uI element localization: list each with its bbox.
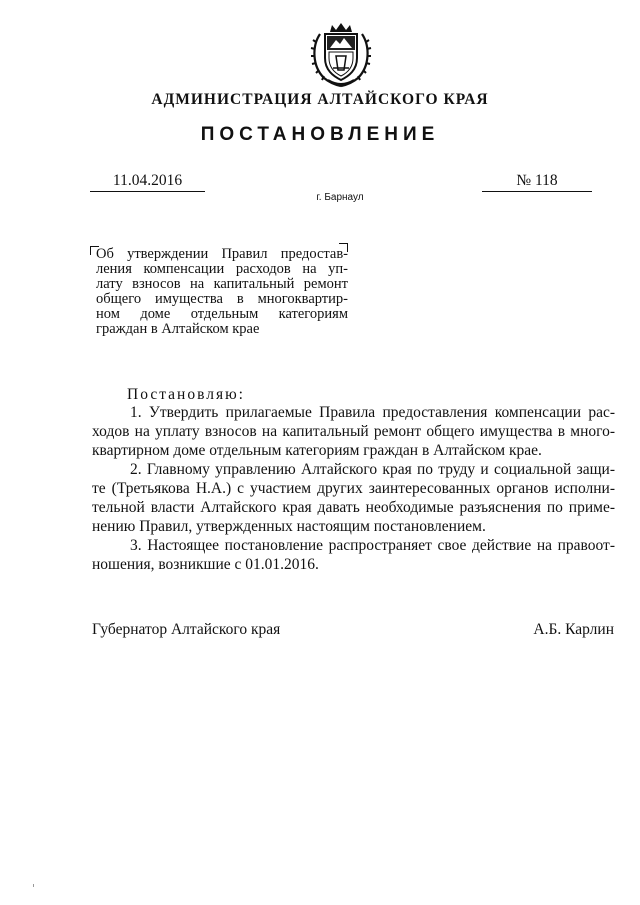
document-date: 11.04.2016 xyxy=(90,172,205,192)
body-line: 3. Настоящее постановление распространяет свое действие на правоот- xyxy=(130,537,615,554)
organization-name: АДМИНИСТРАЦИЯ АЛТАЙСКОГО КРАЯ xyxy=(151,91,489,108)
subject-line: ления компенсации расходов на уп- xyxy=(96,261,348,277)
scan-speck xyxy=(33,884,34,887)
document-subject xyxy=(96,247,348,337)
signatory-title: Губернатор Алтайского края xyxy=(92,621,281,638)
subject-line: общего имущества в многоквартир- xyxy=(96,291,348,307)
subject-line: лату взносов на капитальный ремонт xyxy=(96,276,348,292)
body-line: 2. Главному управлению Алтайского края по труду и социальной защи- xyxy=(130,461,615,478)
body-line: ношения, возникшие с 01.01.2016. xyxy=(92,556,319,573)
resolve-word: Постановляю: xyxy=(127,386,245,403)
document-number: № 118 xyxy=(482,172,592,192)
subject-line: Об утверждении Правил предостав- xyxy=(96,246,348,262)
body-line: те (Третьякова Н.А.) с участием других заинтересованных органов исполни- xyxy=(92,480,615,497)
document-body xyxy=(92,403,615,574)
subject-line: граждан в Алтайском крае xyxy=(96,321,260,337)
signatory-name: А.Б. Карлин xyxy=(533,621,614,638)
body-line: 1. Утвердить прилагаемые Правила предоставления компенсации рас- xyxy=(130,404,615,421)
document-city: г. Барнаул xyxy=(316,192,364,203)
body-line: ходов на уплату взносов на капитальный ремонт общего имущества в много- xyxy=(92,423,615,440)
document-type: ПОСТАНОВЛЕНИЕ xyxy=(200,124,440,145)
subject-line: ном доме отдельным категориям xyxy=(96,306,348,322)
coat-of-arms-icon xyxy=(310,22,372,88)
body-line: тельной власти Алтайского края давать необходимые разъяснения по приме- xyxy=(92,499,615,516)
body-line: квартирном доме отдельным категориям граждан в Алтайском крае. xyxy=(92,442,542,459)
body-line: нению Правил, утвержденных настоящим постановлением. xyxy=(92,518,486,535)
